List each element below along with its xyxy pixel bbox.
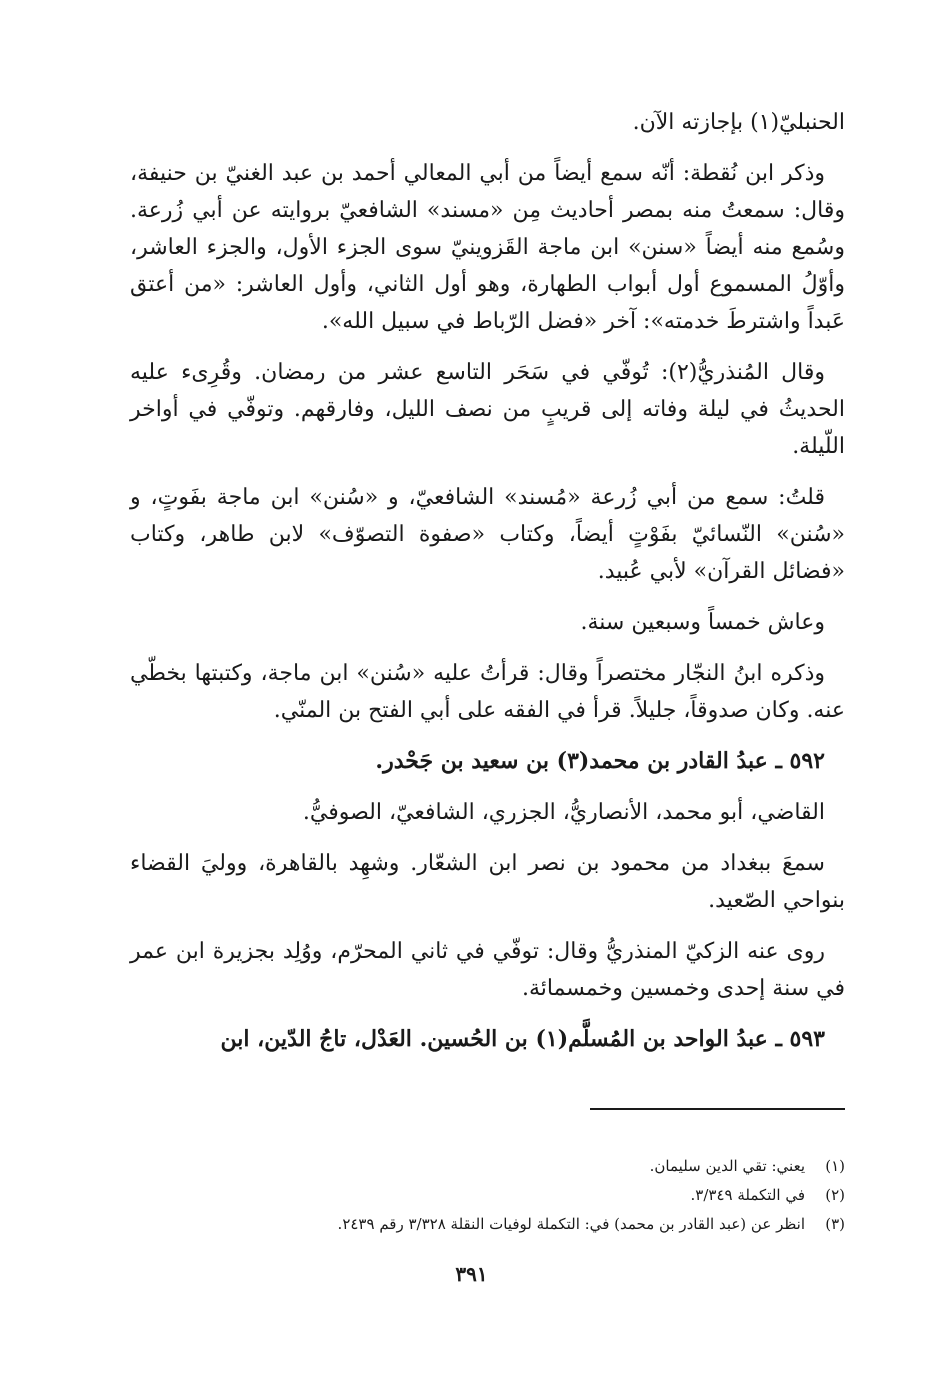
entry-heading: ٥٩٣ ـ عبدُ الواحد بن المُسلَّم(١) بن الحُسين. العَدْل، تاجُ الدّين، ابن (220, 1026, 825, 1052)
paragraph: قلتُ: سمع من أبي زُرعة «مُسند» الشافعيّ، و «سُنن» ابن ماجة بفَوتٍ، و «سُنن» النّسائيّ بفَوْتٍ أيضاً، وكتاب «صفوة التصوّف» لابن طاهر، وكتاب «فضائل القرآن» لأبي عُبيد. (130, 485, 845, 584)
entry-heading: ٥٩٢ ـ عبدُ القادر بن محمد(٣) بن سعيد بن جَحْدر. (375, 748, 825, 774)
paragraph: وذكره ابنُ النجّار مختصراً وقال: قرأتُ عليه «سُنن» ابن ماجة، وكتبتها بخطّي عنه. وكان صدوقاً، جليلاً. قرأ في الفقه على أبي الفتح بن المنّي. (130, 661, 845, 723)
paragraph: القاضي، أبو محمد، الأنصاريُّ، الجزري، الشافعيّ، الصوفيُّ. (302, 800, 825, 825)
paragraph: وعاش خمساً وسبعين سنة. (580, 610, 825, 635)
paragraph: الحنبليّ(١) بإجازته الآن. (632, 110, 845, 135)
footnote-text: انظر عن (عبد القادر بن محمد) في: التكملة لوفيات النقلة ٣/٣٢٨ رقم ٢٤٣٩. (337, 1215, 805, 1233)
footnote (200, 1152, 845, 1181)
footnotes (200, 1152, 845, 1239)
footnote-separator (590, 1108, 845, 1110)
footnote-number: (٣) (825, 1215, 845, 1233)
footnote-number: (٢) (825, 1186, 845, 1204)
footnote (200, 1181, 845, 1210)
paragraph: سمعَ ببغداد من محمود بن نصر ابن الشعّار. وشهِد بالقاهرة، ووليَ القضاء بنواحي الصّعيد. (130, 851, 845, 913)
footnote (200, 1210, 845, 1239)
page-number: ٣٩١ (455, 1262, 488, 1286)
main-text (130, 104, 845, 1072)
paragraph: وقال المُنذريُّ(٢): تُوفّي في سَحَر التاسع عشر من رمضان. وقُرِىء عليه الحديثُ في ليلة وفاته إلى قريبٍ من نصف الليل، وفارقهم. وتوفّي في أواخر اللّيلة. (130, 360, 845, 459)
footnote-text: في التكملة ٣/٣٤٩. (690, 1186, 805, 1204)
paragraph: وذكر ابن نُقطة: أنّه سمع أيضاً من أبي المعالي أحمد بن عبد الغنيّ بن حنيفة، وقال: سمعتُ منه بمصر أحاديث مِن «مسند» الشافعيّ بروايته عن أبي زُرعة. وسُمع منه أيضاً «سنن» ابن ماجة القَزوينيّ سوى الجزء الأول، والجزء العاشر، وأوّلُ المسموع أول أبواب الطهارة، وهو أول الثاني، وأول العاشر: «من أعتق عَبداً واشترطَ خدمته»: آخر «فضل الرّباط في سبيل الله». (130, 161, 845, 334)
footnote-number: (١) (825, 1157, 845, 1175)
footnote-text: يعني: تقي الدين سليمان. (649, 1157, 805, 1175)
paragraph: روى عنه الزكيّ المنذريُّ وقال: توفّي في ثاني المحرّم، ووُلِد بجزيرة ابن عمر في سنة إحدى وخمسين وخمسمائة. (130, 939, 845, 1001)
